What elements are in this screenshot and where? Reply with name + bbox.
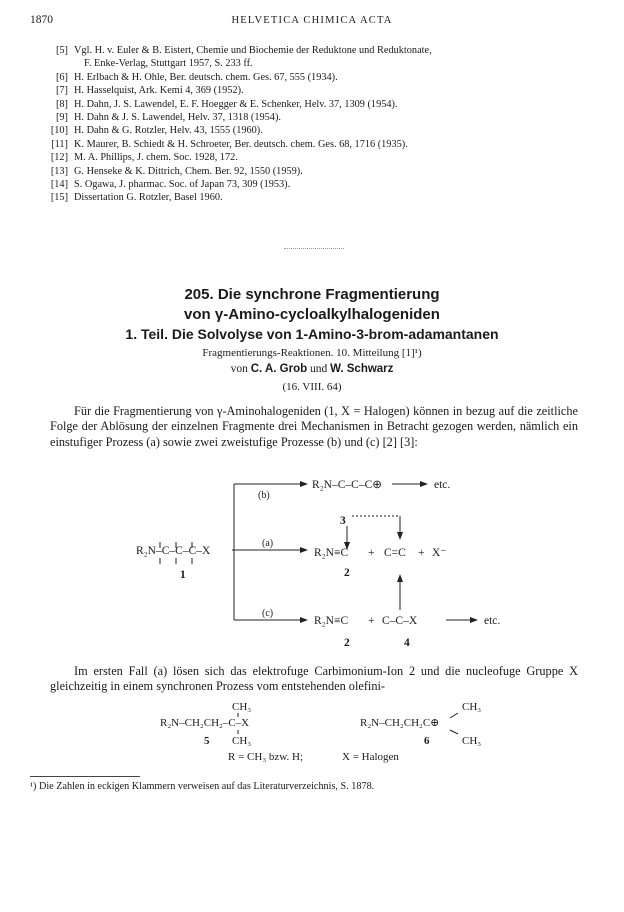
legend-x: X = Halogen xyxy=(342,751,399,763)
footnote: ¹) Die Zahlen in eckigen Klammern verweisen auf das Literaturverzeichnis, S. 1878. xyxy=(30,781,375,792)
olefin: C=C xyxy=(384,547,406,559)
f6-bottom-methyl: CH₃ xyxy=(462,735,482,747)
article-series: Fragmentierungs-Reaktionen. 10. Mitteilung [1]¹) xyxy=(202,347,422,359)
num-3: 3 xyxy=(340,515,346,527)
num-2: 2 xyxy=(344,567,350,579)
f5-top-methyl: CH₃ xyxy=(232,701,252,713)
page-number: 1870 xyxy=(30,14,53,26)
section-divider xyxy=(284,248,344,249)
num-6: 6 xyxy=(424,735,430,747)
reference-item: [8] H. Dahn, J. S. Lawendel, E. F. Hoegger & E. Schenker, Helv. 37, 1309 (1954). xyxy=(55,98,398,110)
f5-bottom-methyl: CH₃ xyxy=(232,735,252,747)
journal-name: HELVETICA CHIMICA ACTA xyxy=(231,15,393,26)
article-title-line2: von γ-Amino-cycloalkylhalogeniden xyxy=(184,306,440,323)
reference-item: [7] H. Hasselquist, Ark. Kemi 4, 369 (1952). xyxy=(55,85,244,97)
compound-1: R₂N–C–C–C–X xyxy=(136,545,211,557)
body-paragraph-2: Im ersten Fall (a) lösen sich das elektrofuge Carbimonium-Ion 2 und die nucleofuge Gruppe X gleichzeitig in einem synchronen Prozess vom entstehenden olefini- xyxy=(50,664,578,694)
formula-5: R₂N–CH₂CH₂–C–X xyxy=(160,717,250,729)
article-title-line3: 1. Teil. Die Solvolyse von 1-Amino-3-brom-adamantanen xyxy=(125,326,499,342)
reference-item: [14] S. Ogawa, J. pharmac. Soc. of Japan 73, 309 (1953). xyxy=(50,179,291,191)
body-paragraph-1: Für die Fragmentierung von γ-Aminohalogeniden (1, X = Halogen) können in bezug auf die zeitliche Folge der Ablösung der einzelnen Fragmente drei Mechanismen in Betracht gezogen werden, nämlich ein einstufiger Prozess (a) sowie zwei zweistufige Prozesse (b) und (c) [2] [3]: xyxy=(50,404,578,449)
author-1: C. A. Grob xyxy=(250,363,308,375)
compound-b-cation: R₂N–C–C–C⊕ xyxy=(312,479,382,491)
article-title-line1: 205. Die synchrone Fragmentierung xyxy=(184,286,440,303)
reference-item: [9] H. Dahn & J. S. Lawendel, Helv. 37, 1318 (1954). xyxy=(55,112,281,124)
carbanion-c: C–C–X xyxy=(382,615,418,627)
reference-item: [10] H. Dahn & G. Rotzler, Helv. 43, 1555 (1960). xyxy=(50,125,263,137)
plus-c: + xyxy=(368,615,375,627)
article-authors: von C. A. Grob und W. Schwarz xyxy=(230,363,394,375)
reference-item: [15] Dissertation G. Rotzler, Basel 1960. xyxy=(50,192,223,204)
iminium-a: R₂N≡C xyxy=(314,547,349,559)
plus-a2: + xyxy=(418,547,425,559)
article-date: (16. VIII. 64) xyxy=(282,381,342,393)
b-etc: etc. xyxy=(434,479,451,491)
footnote-rule xyxy=(30,776,140,777)
reference-item: [12] M. A. Phillips, J. chem. Soc. 1928, 172. xyxy=(50,152,238,164)
iminium-c: R₂N≡C xyxy=(314,615,349,627)
label-b: (b) xyxy=(258,490,270,501)
reaction-scheme xyxy=(0,464,624,654)
reference-item: [6] H. Erlbach & H. Ohle, Ber. deutsch. chem. Ges. 67, 555 (1934). xyxy=(55,71,338,83)
author-2: W. Schwarz xyxy=(330,363,394,375)
label-c: (c) xyxy=(262,608,274,619)
formula-block xyxy=(0,700,624,780)
num-5: 5 xyxy=(204,735,210,747)
reference-item: [11] K. Maurer, B. Schiedt & H. Schroeter, Ber. deutsch. chem. Ges. 68, 1716 (1935). xyxy=(51,138,408,150)
c-etc: etc. xyxy=(484,615,501,627)
num-4: 4 xyxy=(404,637,410,649)
legend-r: R = CH₃ bzw. H; xyxy=(228,751,304,763)
reference-item: [13] G. Henseke & K. Dittrich, Chem. Ber. 92, 1550 (1959). xyxy=(50,165,303,177)
reference-item: [5] Vgl. H. v. Euler & B. Eistert, Chemie und Biochemie der Reduktone und Reduktonate, F. Enke-Verlag, Stuttgart 1957, S. 233 ff. xyxy=(55,45,432,70)
halide-anion: X⁻ xyxy=(432,547,447,559)
reference-list xyxy=(50,44,594,205)
page-header xyxy=(30,14,594,30)
f6-top-methyl: CH₃ xyxy=(462,701,482,713)
label-a: (a) xyxy=(262,538,274,549)
formula-6: R₂N–CH₂CH₂C⊕ xyxy=(360,717,440,729)
num-2-c: 2 xyxy=(344,637,350,649)
num-1: 1 xyxy=(180,569,186,581)
plus-a: + xyxy=(368,547,375,559)
